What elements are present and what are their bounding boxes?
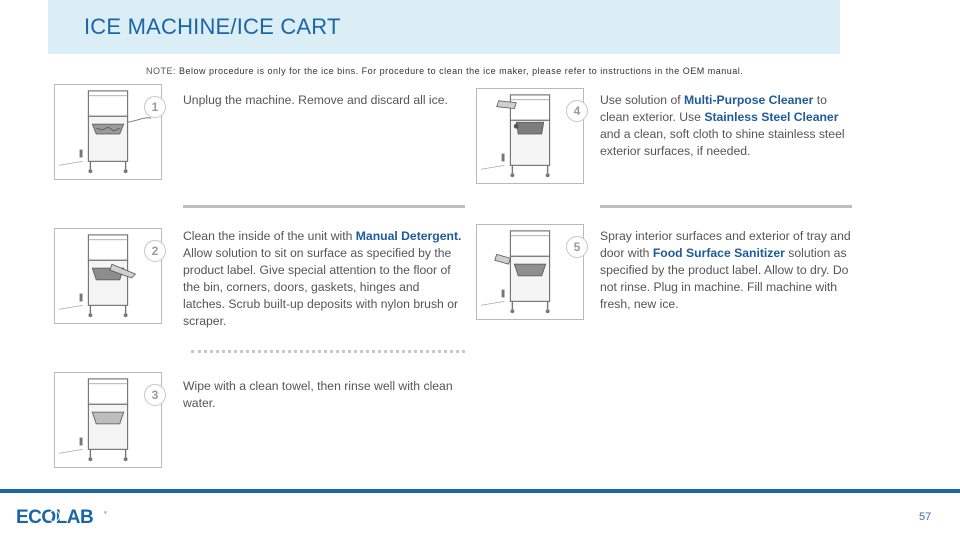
- step-2-number: 2: [144, 240, 166, 262]
- ice-machine-icon: [55, 229, 161, 323]
- step-4-number: 4: [566, 100, 588, 122]
- step-3-text: [183, 378, 468, 412]
- ice-machine-icon: [477, 225, 583, 319]
- step-1-text-part: Unplug the machine. Remove and discard all ice.: [183, 93, 448, 107]
- divider: [191, 350, 465, 353]
- ecolab-logo-mark: [16, 505, 108, 527]
- note-text: Below procedure is only for the ice bins. For procedure to clean the ice maker, please refer to instructions in the OEM manual.: [176, 66, 744, 76]
- step-1-image: [54, 84, 162, 180]
- title-bar: [48, 0, 840, 54]
- step-4-image: [476, 88, 584, 184]
- ecolab-logo: [16, 505, 108, 527]
- step-3-image: [54, 372, 162, 468]
- page-title: ICE MACHINE/ICE CART: [84, 14, 341, 39]
- step-5-number: 5: [566, 236, 588, 258]
- divider: [183, 205, 465, 208]
- step-2-text: [183, 228, 463, 329]
- note-label: NOTE:: [146, 66, 177, 76]
- product-name-manual-detergent: Manual Detergent.: [355, 229, 462, 243]
- step-4-text-part: Use solution of: [600, 93, 685, 107]
- step-5-text-part: solution as specified by the product label. Allow to dry. Do not rinse. Plug in machine. Fill machine with fresh, new ice.: [600, 245, 849, 311]
- step-2-text-part: Clean the inside of the unit with: [183, 229, 356, 243]
- step-3-number: 3: [144, 384, 166, 406]
- ice-machine-icon: [477, 89, 583, 183]
- footer-line: [0, 489, 960, 493]
- step-1-text: [183, 92, 468, 109]
- step-4-text: [600, 92, 855, 160]
- divider: [600, 205, 852, 208]
- step-3-text-part: Wipe with a clean towel, then rinse well with clean water.: [183, 379, 453, 410]
- svg-text:®: ®: [104, 510, 107, 515]
- step-5-text-part: Spray interior surfaces and exterior of tray and door with: [600, 229, 851, 260]
- note: [146, 66, 743, 76]
- step-1-number: 1: [144, 96, 166, 118]
- ice-machine-icon: [55, 373, 161, 467]
- ice-machine-icon: [55, 85, 161, 179]
- step-2-image: [54, 228, 162, 324]
- svg-text:ECOLAB: ECOLAB: [16, 507, 94, 527]
- step-2-text-part: Allow solution to sit on surface as specified by the product label. Give special attention to the floor of the bin, corners, doors, gaskets, hinges and latches. Scrub built-up deposits with nylon brush or scraper.: [183, 245, 459, 328]
- step-4-text-part: to clean exterior. Use: [600, 93, 827, 124]
- product-name-multi-purpose-cleaner: Multi-Purpose Cleaner: [684, 93, 814, 107]
- step-4-text-part: and a clean, soft cloth to shine stainless steel exterior surfaces, if needed.: [600, 126, 845, 158]
- product-name-stainless-steel-cleaner: Stainless Steel Cleaner: [704, 109, 839, 124]
- page-number: 57: [919, 511, 932, 523]
- step-5-text: [600, 228, 858, 313]
- product-name-food-surface-sanitizer: Food Surface Sanitizer: [652, 245, 785, 260]
- step-5-image: [476, 224, 584, 320]
